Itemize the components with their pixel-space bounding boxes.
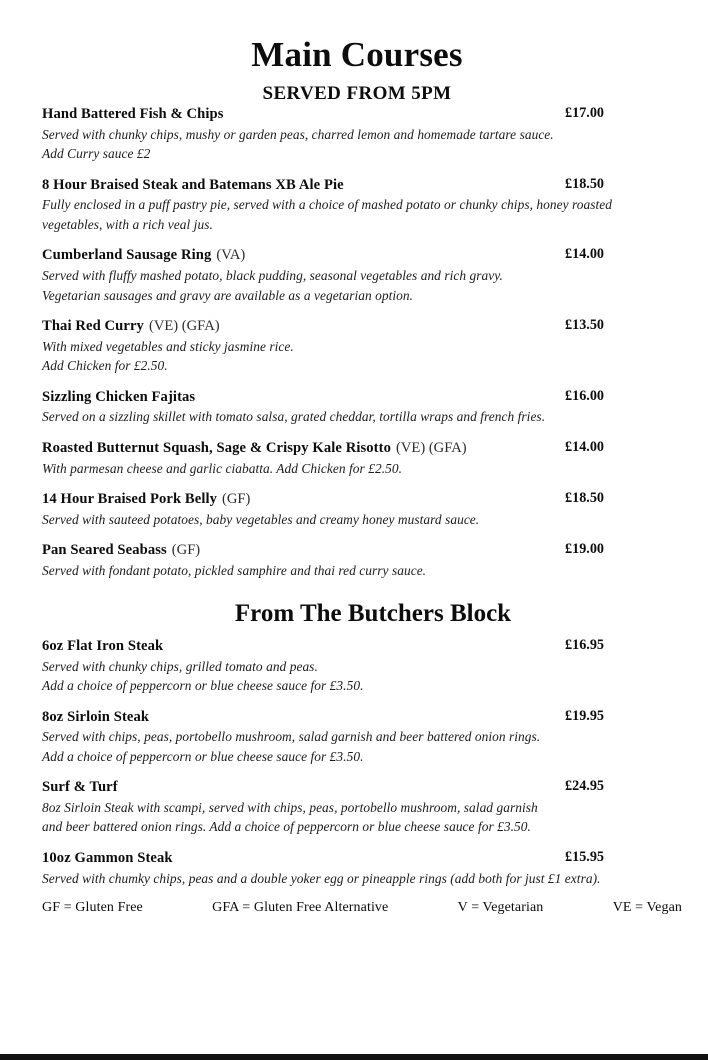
menu-item-description: Add a choice of peppercorn or blue cheese sauce for £3.50. — [42, 678, 364, 694]
menu-item-dietary-tags: (VE) (GFA) — [148, 318, 220, 335]
menu-item-description: 8oz Sirloin Steak with scampi, served with chips, peas, portobello mushroom, salad garnish — [42, 799, 538, 815]
menu-item-name: Pan Seared Seabass — [42, 542, 167, 559]
menu-item-name: 10oz Gammon Steak — [42, 849, 173, 866]
menu-item-description: Served with fondant potato, pickled samphire and thai red curry sauce. — [42, 562, 427, 578]
menu-item — [42, 541, 678, 581]
menu-item-description: Vegetarian sausages and gravy are available as a vegetarian option. — [42, 287, 414, 303]
menu-item-name: Sizzling Chicken Fajitas — [42, 388, 196, 405]
legend-item: V = Vegetarian — [457, 900, 544, 916]
menu-item-price: £18.50 — [565, 490, 605, 507]
legend-item: VE = Vegan — [612, 900, 682, 916]
menu-item-description: Served with chumky chips, peas and a double yoker egg or pineapple rings (add both for just £1 extra). — [42, 870, 601, 886]
menu-item-description: Served with chunky chips, grilled tomato and peas. — [42, 658, 318, 674]
menu-item-name: 6oz Flat Iron Steak — [42, 637, 164, 654]
menu-item-dietary-tags: (GF) — [171, 542, 201, 559]
menu-item-description: Served on a sizzling skillet with tomato salsa, grated cheddar, tortilla wraps and french fries. — [42, 409, 546, 425]
dietary-legend — [0, 900, 708, 916]
menu-item-name: 14 Hour Braised Pork Belly — [42, 491, 218, 508]
menu-item-price: £15.95 — [565, 848, 605, 865]
menu-item-dietary-tags: (VA) — [216, 247, 246, 264]
menu-page — [0, 36, 708, 1060]
menu-item — [42, 849, 678, 889]
menu-item — [42, 708, 678, 768]
menu-item-price: £13.50 — [565, 317, 605, 334]
menu-item-price: £19.00 — [565, 541, 605, 558]
menu-item-description: With parmesan cheese and garlic ciabatta. Add Chicken for £2.50. — [42, 460, 402, 476]
menu-item-price: £17.00 — [565, 105, 605, 122]
menu-item-description: Fully enclosed in a puff pastry pie, served with a choice of mashed potato or chunky chips, honey roasted — [42, 197, 613, 213]
menu-sections — [42, 105, 678, 889]
menu-item-name: Thai Red Curry — [42, 318, 144, 335]
menu-item — [42, 439, 678, 479]
menu-item-description: Served with sauteed potatoes, baby vegetables and creamy honey mustard sauce. — [42, 511, 480, 527]
legend-item: GF = Gluten Free — [42, 900, 143, 916]
menu-item-description: Served with chunky chips, mushy or garden peas, charred lemon and homemade tartare sauce. — [42, 126, 554, 142]
menu-content — [0, 36, 708, 889]
menu-item-price: £24.95 — [565, 778, 605, 795]
menu-item-price: £14.00 — [565, 438, 605, 455]
menu-item-price: £14.00 — [565, 246, 605, 263]
menu-item — [42, 388, 678, 428]
menu-item-price: £19.95 — [565, 707, 605, 724]
menu-item-dietary-tags: (VE) (GFA) — [396, 439, 467, 456]
serving-time-subtitle: SERVED FROM 5PM — [262, 83, 452, 105]
menu-item — [42, 490, 678, 530]
menu-item — [42, 637, 678, 697]
menu-item-description: Add Chicken for £2.50. — [42, 358, 168, 374]
legend-item: GFA = Gluten Free Alternative — [212, 900, 389, 916]
menu-item-name: Roasted Butternut Squash, Sage & Crispy Kale Risotto — [42, 439, 391, 456]
menu-item-price: £18.50 — [565, 175, 605, 192]
menu-item-description: Add Curry sauce £2 — [42, 146, 151, 162]
menu-item — [42, 246, 678, 306]
menu-item-name: 8 Hour Braised Steak and Batemans XB Ale Pie — [42, 176, 344, 193]
menu-item-description: Served with chips, peas, portobello mushroom, salad garnish and beer battered onion rings. — [42, 729, 541, 745]
menu-item-description: Add a choice of peppercorn or blue cheese sauce for £3.50. — [42, 748, 364, 764]
menu-item — [42, 105, 678, 165]
menu-item — [42, 317, 678, 377]
menu-item-price: £16.95 — [565, 636, 605, 653]
menu-item-name: 8oz Sirloin Steak — [42, 708, 150, 725]
menu-item-price: £16.00 — [565, 387, 605, 404]
menu-item-description: and beer battered onion rings. Add a choice of peppercorn or blue cheese sauce for £3.50. — [42, 819, 531, 835]
menu-item-name: Cumberland Sausage Ring — [42, 247, 212, 264]
menu-item-description: With mixed vegetables and sticky jasmine rice. — [42, 338, 294, 354]
menu-item-description: Served with fluffy mashed potato, black pudding, seasonal vegetables and rich gravy. — [42, 268, 503, 284]
page-title: Main Courses — [251, 35, 463, 74]
menu-item-name: Hand Battered Fish & Chips — [42, 106, 224, 123]
menu-item-dietary-tags: (GF) — [222, 491, 251, 508]
section-heading-butchers-block: From The Butchers Block — [234, 600, 512, 628]
menu-item — [42, 176, 678, 236]
menu-item — [42, 778, 678, 838]
menu-item-name: Surf & Turf — [42, 779, 118, 796]
menu-item-description: vegetables, with a rich veal jus. — [42, 216, 213, 232]
